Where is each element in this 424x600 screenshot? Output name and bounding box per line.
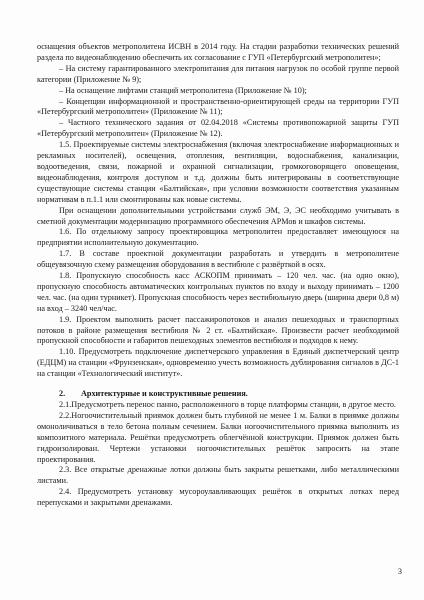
section-title: Архитектурные и конструктивные решения. xyxy=(81,389,248,399)
paragraph: 1.6. По отдельному запросу проектировщика метрополитен предоставляет имеющуюся на предприятии исполнительную документацию. xyxy=(37,227,399,248)
paragraph: 1.5. Проектируемые системы электроснабжения (включая электроснабжение информационных и рекламных носителей), освещения, отопления, вентиляции, водоснабжения, канализации, водоотведения, связи, пожарной и охранной сигнализации, громкоговорящего оповещения, видеонаблюдения, контроля доступом и т.д. должны быть интегрированы в соответствующие существующие системы станции «Балтийская», при условии возможности соответствия указанным нормативам в п.1.1 или смонтированы как новые системы. xyxy=(37,140,399,204)
section-number: 2. xyxy=(59,389,66,399)
paragraph: оснащения объектов метрополитена ИСВН в 2014 году. На стадии разработки технических решений раздела по видеонаблюдению обеспечить их согласование с ГУП «Петербургский метрополитен»; xyxy=(37,42,399,62)
paragraph: 2.2.Ногоочистительный приямок должен быть глубиной не менее 1 м. Балки в приямке должны омоноличиваться в тело бетона полным сечением. Балки ногоочистительного приямка выполнить из композитного материала. Решётки предусмотреть облегчённой конструкции. Приямок должен быть гидроизолирован. Чертежи установки ногоочистительных решёток запросить на этапе проектирования. xyxy=(37,410,399,464)
paragraph: – Концепции информационной и пространственно-ориентирующей среды на территории ГУП «Петербургский метрополитен» (Приложение № 11); xyxy=(37,96,399,117)
document-body xyxy=(37,42,399,509)
paragraph: 2.4. Предусмотреть установку мусороулавливающих решёток в открытых лотках перед перепусками и закрытыми дренажами. xyxy=(37,487,399,508)
paragraph: – На оснащение лифтами станций метрополитена (Приложение № 10); xyxy=(59,85,307,95)
paragraph: – Частного технического задания от 02.04.2018 «Системы противопожарной защиты ГУП «Петербургский метрополитен» (Приложение № 12). xyxy=(37,118,399,139)
paragraph: 2.1.Предусмотреть перенос панно, расположенного в торце платформы станции, в другое место. xyxy=(59,400,396,409)
page-number: 3 xyxy=(397,567,402,576)
paragraph: 1.9. Проектом выполнить расчет пассажиропотоков и анализ пешеходных и транспортных потоков в районе размещения вестибюля № 2 ст. «Балтийская». Произвести расчет необходимой пропускной способности и габаритов пешеходных элементов вестибюля и подходов к нему. xyxy=(37,314,399,346)
paragraph: При оснащении дополнительными устройствами служб ЭМ, Э, ЭС необходимо учитывать в сметной документации модернизацию программного обеспечения АРМов и шкафов системы. xyxy=(37,205,399,226)
paragraph: 1.8. Пропускную способность касс АСКОПМ принимать – 120 чел. час. (на одно окно), пропускную способность автоматических контрольных пунктов по входу и выходу принимать – 1200 чел. час. (на один турникет). Пропускная способность через вестибюльную дверь (ширина двери 0,8 м) на вход – 3240 чел/час. xyxy=(37,271,399,313)
paragraph: 1.7. В составе проектной документации разработать и утвердить в метрополитене общеувязочную схему размещения оборудования в вестибюле с развёрткой в осях. xyxy=(37,249,399,270)
paragraph: 2.3. Все открытые дренажные лотки должны быть закрыты решетками, либо металлическими листами. xyxy=(37,465,399,486)
paragraph: 1.10. Предусмотреть подключение диспетчерского управления в Единый диспетчерский центр (ЕДЦМ) на станции «Фрунзенская», одновременно учесть возможность дублирования сигналов в ДС-1 на станции «Технологический институт». xyxy=(37,347,399,379)
section-gap xyxy=(37,380,399,389)
paragraph: – На систему гарантированного электропитания для питания нагрузок по особой группе первой категории (Приложение № 9); xyxy=(37,63,399,84)
section-heading xyxy=(37,389,399,400)
